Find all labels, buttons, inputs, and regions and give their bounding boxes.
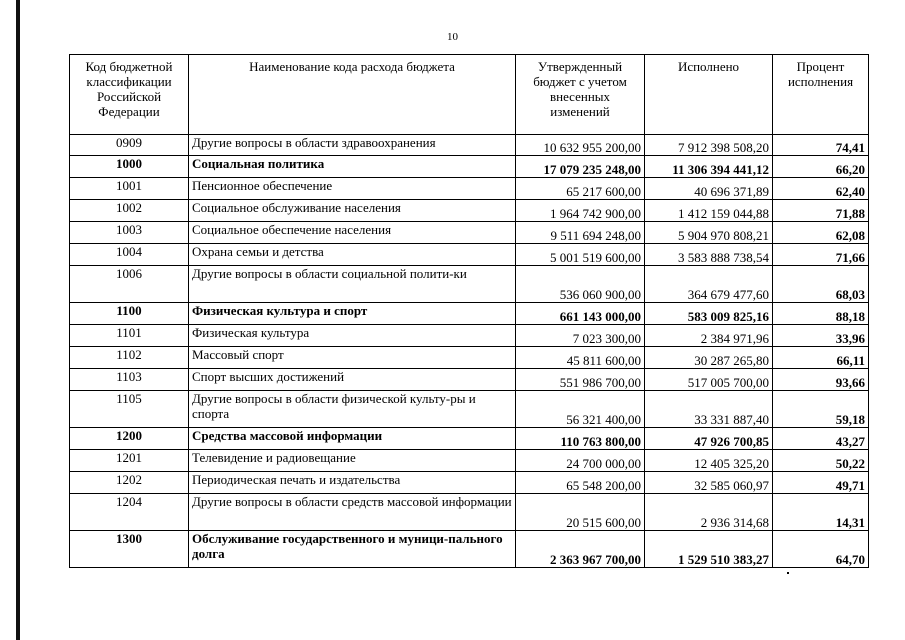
row-approved: 65 548 200,00 — [516, 472, 645, 494]
row-executed: 517 005 700,00 — [645, 369, 773, 391]
header-code: Код бюджетной классификации Российской Федерации — [70, 55, 189, 135]
row-percent: 62,08 — [773, 222, 869, 244]
row-name: Телевидение и радиовещание — [189, 450, 516, 472]
row-code: 1006 — [70, 266, 189, 303]
row-name: Охрана семьи и детства — [189, 244, 516, 266]
row-name: Средства массовой информации — [189, 428, 516, 450]
row-percent: 88,18 — [773, 303, 869, 325]
table-row — [70, 244, 869, 266]
table-header-row — [70, 55, 869, 135]
table-row — [70, 428, 869, 450]
row-code: 1004 — [70, 244, 189, 266]
row-name: Физическая культура — [189, 325, 516, 347]
row-executed: 12 405 325,20 — [645, 450, 773, 472]
row-name: Другие вопросы в области здравоохранения — [189, 135, 516, 156]
row-executed: 2 384 971,96 — [645, 325, 773, 347]
table-row — [70, 178, 869, 200]
row-name: Массовый спорт — [189, 347, 516, 369]
row-approved: 56 321 400,00 — [516, 391, 645, 428]
row-approved: 7 023 300,00 — [516, 325, 645, 347]
row-name: Социальное обеспечение населения — [189, 222, 516, 244]
row-percent: 68,03 — [773, 266, 869, 303]
row-executed: 40 696 371,89 — [645, 178, 773, 200]
header-percent: Процент исполнения — [773, 55, 869, 135]
row-percent: 93,66 — [773, 369, 869, 391]
scan-edge — [16, 0, 20, 640]
row-code: 1101 — [70, 325, 189, 347]
row-name: Другие вопросы в области социальной полити-ки — [189, 266, 516, 303]
row-percent: 71,88 — [773, 200, 869, 222]
row-approved: 65 217 600,00 — [516, 178, 645, 200]
row-approved: 1 964 742 900,00 — [516, 200, 645, 222]
row-name: Физическая культура и спорт — [189, 303, 516, 325]
table-row — [70, 156, 869, 178]
table-row — [70, 347, 869, 369]
row-approved: 536 060 900,00 — [516, 266, 645, 303]
table-row — [70, 391, 869, 428]
row-approved: 9 511 694 248,00 — [516, 222, 645, 244]
row-code: 1105 — [70, 391, 189, 428]
row-percent: 71,66 — [773, 244, 869, 266]
row-percent: 33,96 — [773, 325, 869, 347]
row-name: Обслуживание государственного и муници-пального долга — [189, 531, 516, 568]
table-row — [70, 200, 869, 222]
row-executed: 5 904 970 808,21 — [645, 222, 773, 244]
header-name: Наименование кода расхода бюджета — [189, 55, 516, 135]
row-approved: 661 143 000,00 — [516, 303, 645, 325]
row-code: 1001 — [70, 178, 189, 200]
row-approved: 17 079 235 248,00 — [516, 156, 645, 178]
row-percent: 43,27 — [773, 428, 869, 450]
budget-table — [69, 54, 869, 568]
row-executed: 364 679 477,60 — [645, 266, 773, 303]
table-row — [70, 450, 869, 472]
row-executed: 47 926 700,85 — [645, 428, 773, 450]
page-number: 10 — [447, 31, 458, 43]
row-name: Другие вопросы в области средств массовой информации — [189, 494, 516, 531]
row-executed: 1 529 510 383,27 — [645, 531, 773, 568]
row-percent: 66,11 — [773, 347, 869, 369]
row-executed: 32 585 060,97 — [645, 472, 773, 494]
row-executed: 583 009 825,16 — [645, 303, 773, 325]
row-percent: 66,20 — [773, 156, 869, 178]
header-approved: Утвержденный бюджет с учетом внесенных изменений — [516, 55, 645, 135]
row-name: Другие вопросы в области физической культу-ры и спорта — [189, 391, 516, 428]
row-approved: 551 986 700,00 — [516, 369, 645, 391]
table-row — [70, 222, 869, 244]
row-percent: 74,41 — [773, 135, 869, 156]
scan-dot — [787, 572, 789, 574]
row-code: 1300 — [70, 531, 189, 568]
row-name: Пенсионное обеспечение — [189, 178, 516, 200]
row-name: Спорт высших достижений — [189, 369, 516, 391]
row-code: 1103 — [70, 369, 189, 391]
row-executed: 1 412 159 044,88 — [645, 200, 773, 222]
row-name: Социальная политика — [189, 156, 516, 178]
row-approved: 2 363 967 700,00 — [516, 531, 645, 568]
row-name: Периодическая печать и издательства — [189, 472, 516, 494]
table-row — [70, 266, 869, 303]
row-percent: 62,40 — [773, 178, 869, 200]
header-executed: Исполнено — [645, 55, 773, 135]
table-row — [70, 531, 869, 568]
row-code: 1003 — [70, 222, 189, 244]
row-code: 1202 — [70, 472, 189, 494]
row-percent: 14,31 — [773, 494, 869, 531]
row-code: 1200 — [70, 428, 189, 450]
table-row — [70, 303, 869, 325]
row-code: 1100 — [70, 303, 189, 325]
row-approved: 24 700 000,00 — [516, 450, 645, 472]
row-percent: 49,71 — [773, 472, 869, 494]
row-percent: 59,18 — [773, 391, 869, 428]
row-code: 1102 — [70, 347, 189, 369]
row-approved: 5 001 519 600,00 — [516, 244, 645, 266]
row-code: 1000 — [70, 156, 189, 178]
row-code: 1201 — [70, 450, 189, 472]
row-approved: 110 763 800,00 — [516, 428, 645, 450]
row-code: 1002 — [70, 200, 189, 222]
row-code: 0909 — [70, 135, 189, 156]
table-body — [70, 135, 869, 568]
row-name: Социальное обслуживание населения — [189, 200, 516, 222]
row-approved: 10 632 955 200,00 — [516, 135, 645, 156]
row-executed: 2 936 314,68 — [645, 494, 773, 531]
row-percent: 64,70 — [773, 531, 869, 568]
row-executed: 11 306 394 441,12 — [645, 156, 773, 178]
row-executed: 30 287 265,80 — [645, 347, 773, 369]
table-row — [70, 472, 869, 494]
row-executed: 33 331 887,40 — [645, 391, 773, 428]
row-code: 1204 — [70, 494, 189, 531]
table-row — [70, 135, 869, 156]
table-row — [70, 369, 869, 391]
row-approved: 20 515 600,00 — [516, 494, 645, 531]
table-row — [70, 325, 869, 347]
table-row — [70, 494, 869, 531]
row-executed: 7 912 398 508,20 — [645, 135, 773, 156]
row-executed: 3 583 888 738,54 — [645, 244, 773, 266]
row-approved: 45 811 600,00 — [516, 347, 645, 369]
row-percent: 50,22 — [773, 450, 869, 472]
